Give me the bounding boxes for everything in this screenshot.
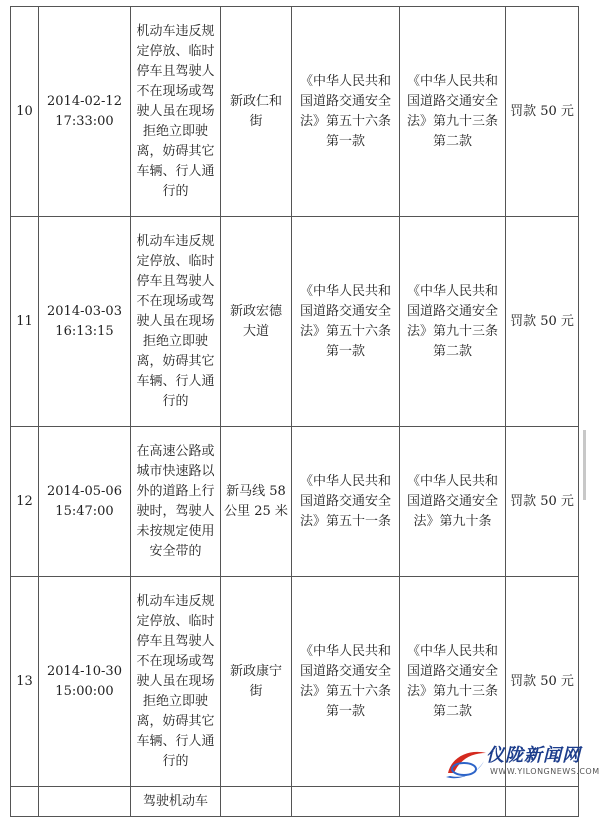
fine-amount: 罚款 50 元 <box>506 217 579 427</box>
table-row <box>11 7 579 217</box>
penalty-basis <box>400 787 506 817</box>
violation-place: 新政康宁街 <box>221 577 292 787</box>
record-number: 13 <box>11 577 39 787</box>
violation-act: 驾驶机动车 <box>131 787 221 817</box>
violated-law <box>292 787 400 817</box>
violation-place <box>221 787 292 817</box>
record-number <box>11 787 39 817</box>
page-scroll-edge <box>583 430 586 500</box>
site-watermark <box>442 739 600 787</box>
violation-act: 机动车违反规定停放、临时停车且驾驶人不在现场或驾驶人虽在现场拒绝立即驶离，妨碍其它车辆、行人通行的 <box>131 217 221 427</box>
violation-place: 新政宏德大道 <box>221 217 292 427</box>
fine-amount: 罚款 50 元 <box>506 7 579 217</box>
violation-act: 在高速公路或城市快速路以外的道路上行驶时，驾驶人未按规定使用安全带的 <box>131 427 221 577</box>
penalty-basis: 《中华人民共和国道路交通安全法》第九十三条第二款 <box>400 577 506 787</box>
penalty-basis: 《中华人民共和国道路交通安全法》第九十三条第二款 <box>400 217 506 427</box>
fine-amount: 罚款 50 元 <box>506 577 579 787</box>
violation-place: 新马线 58 公里 25 米 <box>221 427 292 577</box>
record-number: 10 <box>11 7 39 217</box>
violation-act: 机动车违反规定停放、临时停车且驾驶人不在现场或驾驶人虽在现场拒绝立即驶离，妨碍其它车辆、行人通行的 <box>131 577 221 787</box>
violation-time: 2014-03-03 16:13:15 <box>39 217 131 427</box>
table-row <box>11 217 579 427</box>
watermark-title: 仪陇新闻网 <box>486 745 581 766</box>
violated-law: 《中华人民共和国道路交通安全法》第五十六条第一款 <box>292 577 400 787</box>
penalty-basis: 《中华人民共和国道路交通安全法》第九十三条第二款 <box>400 7 506 217</box>
violated-law: 《中华人民共和国道路交通安全法》第五十六条第一款 <box>292 7 400 217</box>
violated-law: 《中华人民共和国道路交通安全法》第五十一条 <box>292 427 400 577</box>
record-number: 11 <box>11 217 39 427</box>
fine-amount: 罚款 50 元 <box>506 427 579 577</box>
fine-amount <box>506 787 579 817</box>
violation-records-table <box>10 6 579 817</box>
violation-time: 2014-10-30 15:00:00 <box>39 577 131 787</box>
table-row <box>11 427 579 577</box>
penalty-basis: 《中华人民共和国道路交通安全法》第九十条 <box>400 427 506 577</box>
violation-time: 2014-02-12 17:33:00 <box>39 7 131 217</box>
violation-time: 2014-05-06 15:47:00 <box>39 427 131 577</box>
violation-place: 新政仁和街 <box>221 7 292 217</box>
record-number: 12 <box>11 427 39 577</box>
violation-time <box>39 787 131 817</box>
swirl-logo-icon <box>442 743 490 783</box>
watermark-url: WWW.YILONGNEWS.COM <box>490 767 600 776</box>
violated-law: 《中华人民共和国道路交通安全法》第五十六条第一款 <box>292 217 400 427</box>
table-row-partial <box>11 787 579 817</box>
violation-act: 机动车违反规定停放、临时停车且驾驶人不在现场或驾驶人虽在现场拒绝立即驶离，妨碍其它车辆、行人通行的 <box>131 7 221 217</box>
